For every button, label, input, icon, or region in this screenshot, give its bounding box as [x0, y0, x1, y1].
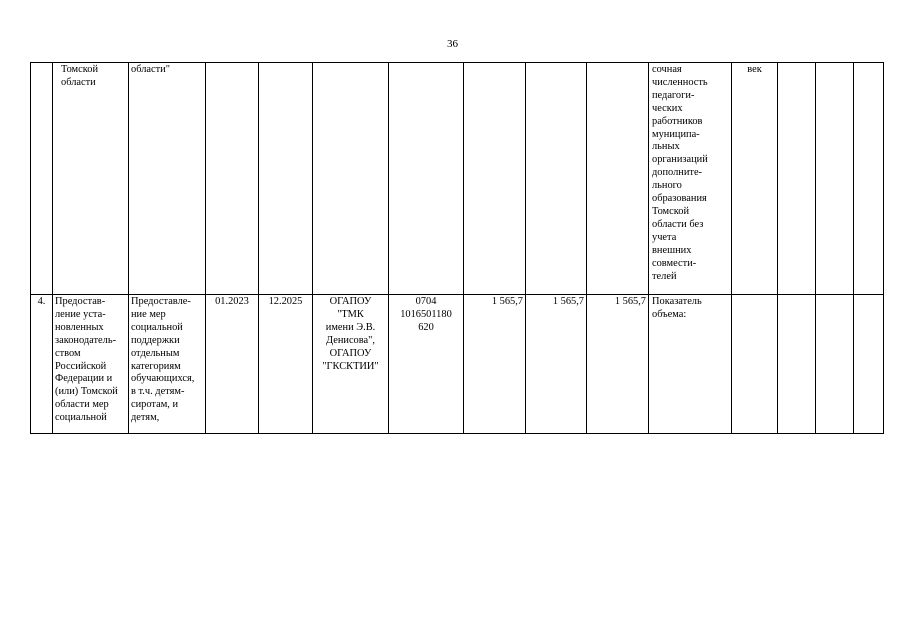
row-index — [31, 63, 53, 295]
value-cell-2 — [816, 295, 854, 434]
unit-cell: век — [732, 63, 778, 295]
amount-cell-1 — [464, 63, 526, 295]
amount-cell-2 — [526, 63, 587, 295]
budget-code-cell — [389, 63, 464, 295]
description-cell: Предоставле- ние мер социальной поддержки отдельным категориям обучающихся, в т.ч. детям- сиротам, и детям, — [129, 295, 206, 434]
indicator-cell: сочная численность педагоги- ческих работников муниципа- льных организаций дополните- льного образования Томской области без учета внешних совмести- телей — [649, 63, 732, 295]
executor-cell: ОГАПОУ "ТМК имени Э.В. Денисова", ОГАПОУ "ГКСКТИИ" — [313, 295, 389, 434]
unit-cell — [732, 295, 778, 434]
budget-table — [30, 62, 884, 434]
value-cell-3 — [854, 63, 884, 295]
amount-cell-2: 1 565,7 — [526, 295, 587, 434]
value-cell-1 — [778, 63, 816, 295]
budget-code-cell: 0704 1016501180 620 — [389, 295, 464, 434]
amount-cell-3: 1 565,7 — [587, 295, 649, 434]
executor-cell — [313, 63, 389, 295]
value-cell-3 — [854, 295, 884, 434]
description-cell: области" — [129, 63, 206, 295]
table-row — [31, 295, 884, 434]
amount-cell-1: 1 565,7 — [464, 295, 526, 434]
start-date-cell — [206, 63, 259, 295]
value-cell-1 — [778, 295, 816, 434]
page-number: 36 — [447, 38, 458, 50]
measure-cell: Томской области — [53, 63, 129, 295]
end-date-cell: 12.2025 — [259, 295, 313, 434]
value-cell-2 — [816, 63, 854, 295]
end-date-cell — [259, 63, 313, 295]
row-index: 4. — [31, 295, 53, 434]
start-date-cell: 01.2023 — [206, 295, 259, 434]
amount-cell-3 — [587, 63, 649, 295]
table-row — [31, 63, 884, 295]
indicator-cell: Показатель объема: — [649, 295, 732, 434]
measure-cell: Предостав- ление уста- новленных законодатель- ством Российской Федерации и (или) Томской области мер социальной — [53, 295, 129, 434]
